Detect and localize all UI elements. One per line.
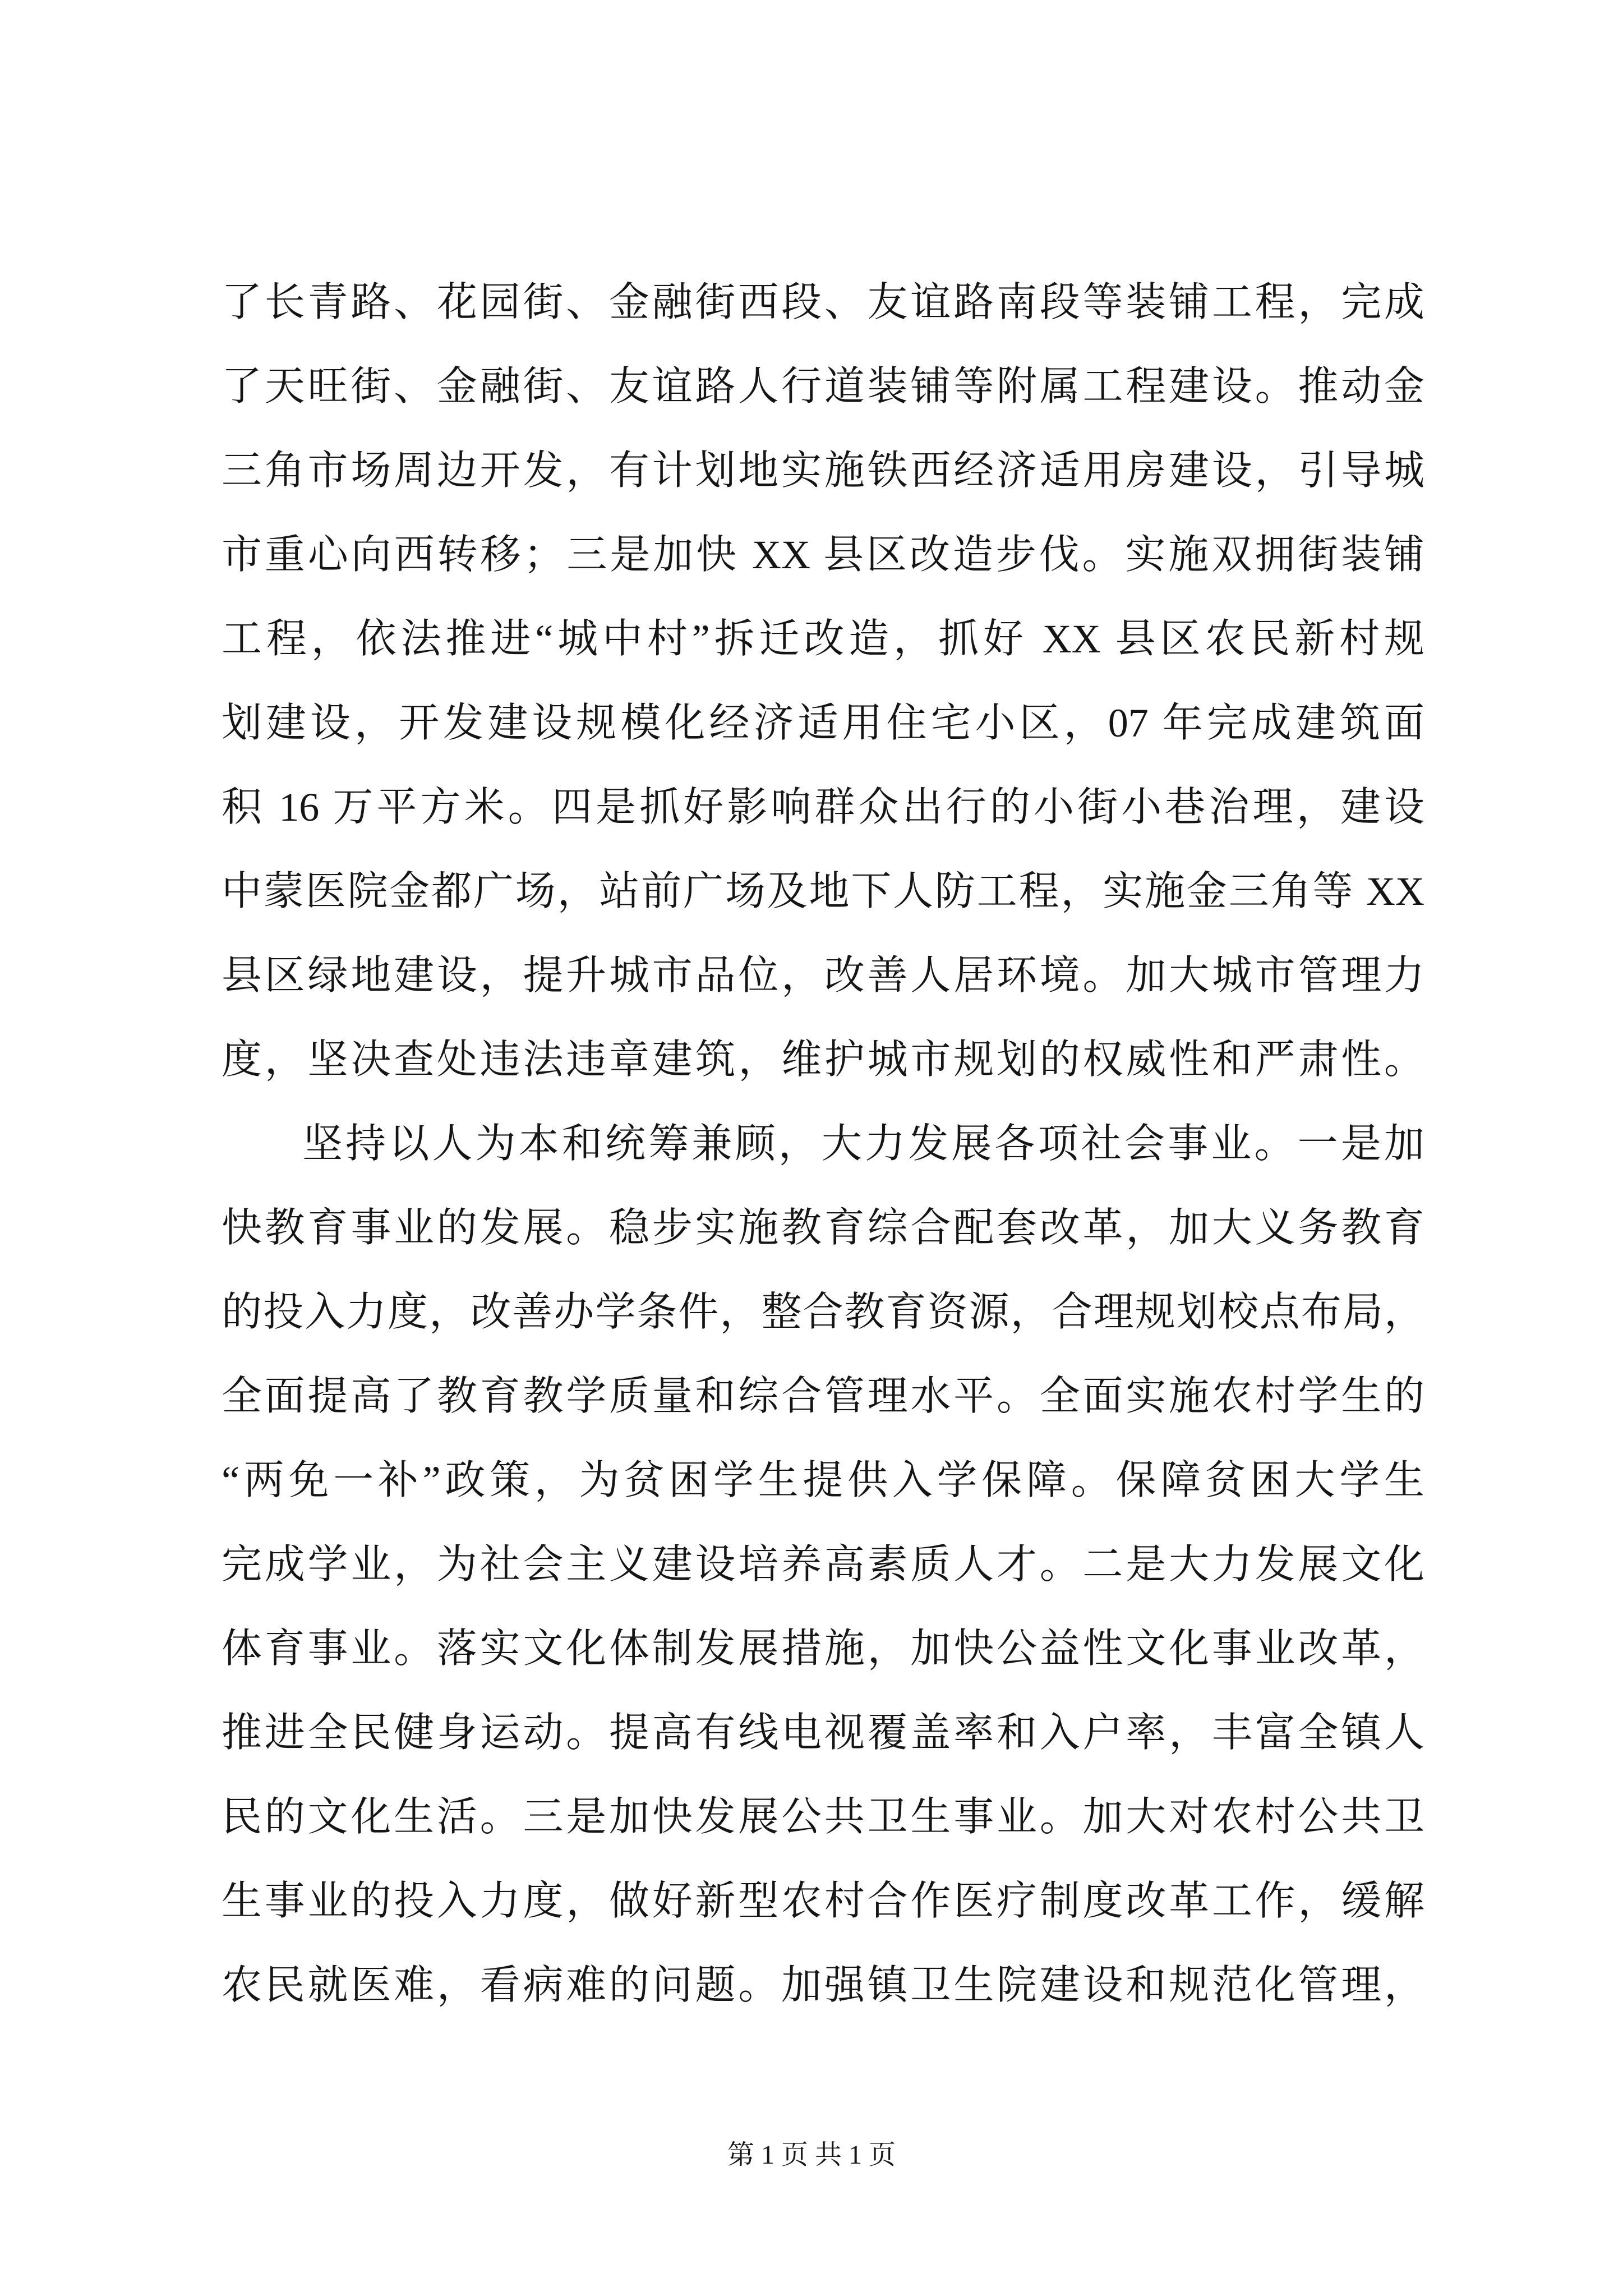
- text-line: 了天旺街、金融街、友谊路人行道装铺等附属工程建设。推动金: [222, 364, 1424, 409]
- paragraph: [222, 1102, 1424, 2027]
- text-line: 积 16 万平方米。四是抓好影响群众出行的小街小巷治理，建设: [222, 785, 1424, 830]
- text-line: 三角市场周边开发，有计划地实施铁西经济适用房建设，引导城: [222, 448, 1424, 493]
- text-line: 民的文化生活。三是加快发展公共卫生事业。加大对农村公共卫: [222, 1795, 1424, 1839]
- text-line: 快教育事业的发展。稳步实施教育综合配套改革，加大义务教育: [222, 1205, 1424, 1250]
- document-body: [222, 260, 1424, 2027]
- text-line: 推进全民健身运动。提高有线电视覆盖率和入户率，丰富全镇人: [222, 1710, 1424, 1755]
- text-line: 划建设，开发建设规模化经济适用住宅小区，07 年完成建筑面: [222, 701, 1424, 746]
- text-line: 全面提高了教育教学质量和综合管理水平。全面实施农村学生的: [222, 1374, 1424, 1419]
- text-line: 体育事业。落实文化体制发展措施，加快公益性文化事业改革，: [222, 1626, 1424, 1671]
- paragraph: [222, 260, 1424, 1102]
- text-line: 农民就医难，看病难的问题。加强镇卫生院建设和规范化管理，: [222, 1963, 1424, 2008]
- text-line: 了长青路、花园街、金融街西段、友谊路南段等装铺工程，完成: [222, 280, 1424, 325]
- text-line: 县区绿地建设，提升城市品位，改善人居环境。加大城市管理力: [222, 953, 1424, 998]
- text-line: “两免一补”政策，为贫困学生提供入学保障。保障贫困大学生: [222, 1458, 1424, 1503]
- text-line: 中蒙医院金都广场，站前广场及地下人防工程，实施金三角等 XX: [222, 869, 1424, 914]
- page-footer: [0, 2137, 1623, 2173]
- text-line: 工程，依法推进“城中村”拆迁改造，抓好 XX 县区农民新村规: [222, 616, 1424, 661]
- text-line: 市重心向西转移；三是加快 XX 县区改造步伐。实施双拥街装铺: [222, 532, 1424, 577]
- text-line: 生事业的投入力度，做好新型农村合作医疗制度改革工作，缓解: [222, 1879, 1424, 1924]
- text-line: 坚持以人为本和统筹兼顾，大力发展各项社会事业。一是加: [302, 1121, 1424, 1166]
- page-number: 第 1 页 共 1 页: [727, 2140, 896, 2170]
- text-line: 完成学业，为社会主义建设培养高素质人才。二是大力发展文化: [222, 1542, 1424, 1587]
- text-line: 度，坚决查处违法违章建筑，维护城市规划的权威性和严肃性。: [222, 1037, 1424, 1082]
- text-line: 的投入力度，改善办学条件，整合教育资源，合理规划校点布局，: [222, 1290, 1424, 1335]
